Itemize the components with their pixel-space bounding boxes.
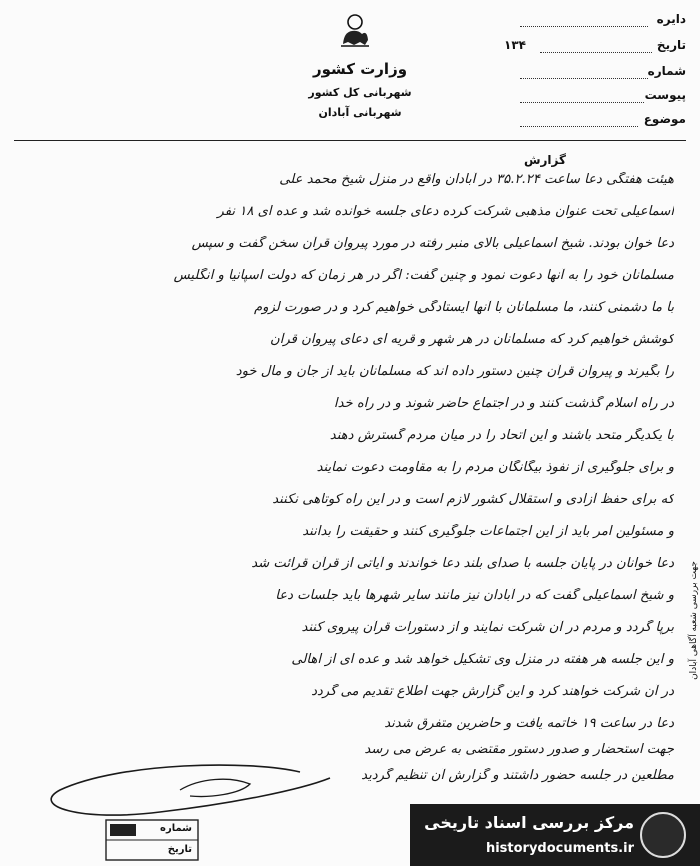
margin-note	[684, 556, 698, 826]
body-line: با ما دشمنی کنند، ما مسلمانان با آنها ایستادگی خواهیم کرد و در صورت لزوم	[253, 300, 674, 315]
body-line: در آن شرکت خواهند کرد و این گزارش جهت اطلاع تقدیم می گردد	[311, 684, 674, 699]
police-department: شهربانی کل کشور	[308, 86, 412, 99]
stamp-number-label: شماره	[160, 823, 192, 834]
body-line: دعا خوانان در پایان جلسه با صدای بلند دعا خواندند و آیاتی از قرآن قرائت شد	[251, 556, 674, 571]
date-label: تاریخ	[656, 38, 686, 52]
body-line: دعا در ساعت ۱۹ خاتمه یافت و حاضرین متفرق شدند	[384, 716, 674, 731]
margin-note-text: جهت بررسی شعبه آگاهی آبادان	[689, 561, 699, 680]
body-line: دعا خوان بودند. شیخ اسماعیلی بالای منبر رفته در مورد پیروان قرآن سخن گفت و سپس	[191, 236, 674, 251]
body-line: و برای جلوگیری از نفوذ بیگانگان مردم را به مقاومت دعوت نمایند	[316, 460, 674, 475]
subject-dotted-line	[520, 126, 638, 127]
office-label: دایره	[656, 12, 686, 26]
body-line: و این جلسه هر هفته در منزل وی تشکیل خواهد شد و عده ای از اهالی	[291, 652, 674, 667]
body-line: با یکدیگر متحد باشند و این اتحاد را در میان مردم گسترش دهند	[329, 428, 674, 443]
archive-logo-icon	[640, 812, 686, 858]
local-police: شهربانی آبادان	[318, 106, 402, 119]
body-line: هیئت هفتگی دعا ساعت ۳۵.۲.۲۴ در آبادان واقع در منزل شیخ محمد علی	[279, 172, 674, 187]
office-dotted-line	[520, 26, 648, 27]
attachment-dotted-line	[520, 102, 644, 103]
date-year: ۱۳۴	[504, 38, 526, 52]
body-line: اسماعیلی تحت عنوان مذهبی شرکت کرده دعای جلسه خوانده شد و عده ای ۱۸ نفر	[217, 204, 674, 219]
date-dotted-line	[540, 52, 652, 53]
body-line: جهت استحضار و صدور دستور مقتضی به عرض می رسد	[364, 742, 674, 757]
number-dotted-line	[520, 78, 648, 79]
number-label: شماره	[647, 64, 686, 78]
registry-stamp	[104, 818, 200, 862]
lion-and-sun-emblem-icon	[338, 12, 372, 48]
stamp-date-label: تاریخ	[167, 844, 192, 855]
body-line: و مسئولین امر باید از این اجتماعات جلوگیری کنند و حقیقت را بدانند	[302, 524, 674, 539]
body-line: مسلمانان خود را به آنها دعوت نمود و چنین گفت: اگر در هر زمان که دولت اسپانیا و انگلیس	[173, 268, 674, 283]
archive-watermark	[410, 804, 700, 866]
body-line: مطلعین در جلسه حضور داشتند و گزارش آن تنظیم گردید	[361, 768, 674, 783]
body-line: که برای حفظ آزادی و استقلال کشور لازم است و در این راه کوتاهی نکنند	[272, 492, 674, 507]
body-line: در راه اسلام گذشت کنند و در اجتماع حاضر شوند و در راه خدا	[333, 396, 674, 411]
report-title: گزارش	[523, 153, 566, 167]
ministry-title: وزارت کشور	[312, 60, 408, 78]
body-line: کوشش خواهیم کرد که مسلمانان در هر شهر و قریه ای دعای پیروان قرآن	[270, 332, 674, 347]
body-line: برپا گردد و مردم در آن شرکت نمایند و از دستورات قرآن پیروی کنند	[301, 620, 674, 635]
body-line: را بگیرند و پیروان قرآن چنین دستور داده اند که مسلمانان باید از جان و مال خود	[235, 364, 674, 379]
attachment-label: پیوست	[644, 88, 686, 102]
watermark-title: مرکز بررسی اسناد تاریخی	[424, 813, 634, 832]
subject-label: موضوع	[643, 112, 686, 126]
body-line: و شیخ اسماعیلی گفت که در آبادان نیز مانند سایر شهرها باید جلسات دعا	[275, 588, 674, 603]
header-divider	[14, 140, 686, 141]
watermark-url: historydocuments.ir	[485, 841, 634, 856]
